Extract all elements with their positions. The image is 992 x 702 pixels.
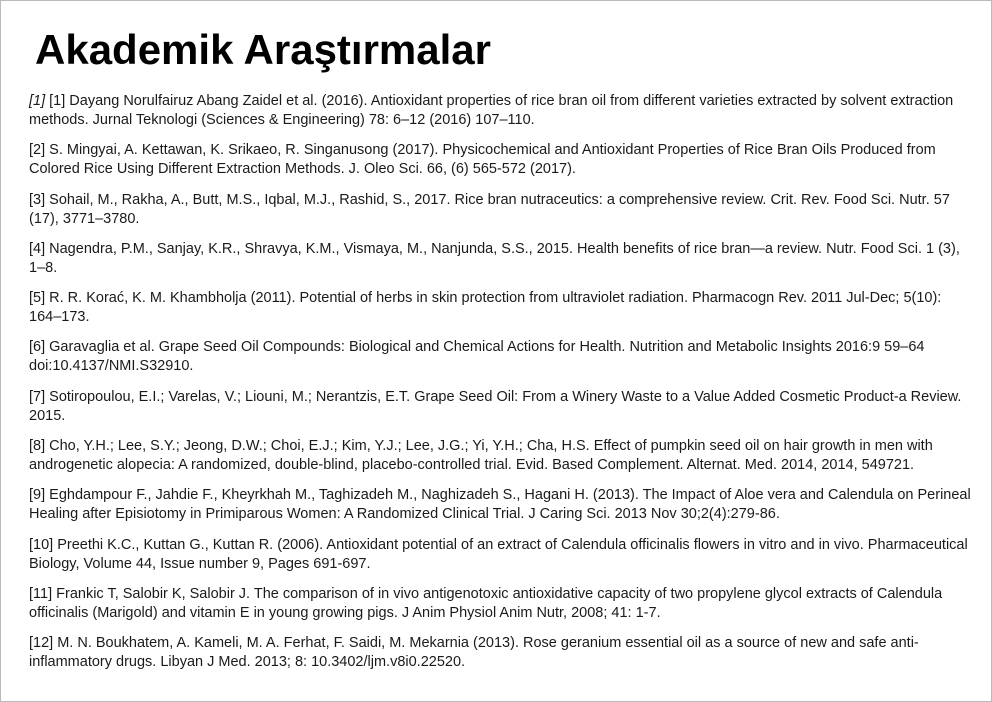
reference-item-5: [29, 289, 974, 327]
reference-item-2: [29, 141, 974, 179]
reference-text: [6] Garavaglia et al. Grape Seed Oil Compounds: Biological and Chemical Actions for Health. Nutrition and Metabolic Insights 2016:9 59–64 doi:10.4137/NMI.S32910.: [29, 339, 925, 375]
reference-item-7: [29, 388, 974, 426]
reference-item-9: [29, 486, 974, 524]
reference-item-10: [29, 536, 974, 574]
reference-item-1: [29, 92, 974, 130]
reference-item-12: [29, 634, 974, 672]
reference-item-8: [29, 437, 974, 475]
reference-text: [11] Frankic T, Salobir K, Salobir J. The comparison of in vivo antigenotoxic antioxidative capacity of two propylene glycol extracts of Calendula officinalis (Marigold) and vitamin E in young growing pigs. J Anim Physiol Anim Nutr, 2008; 41: 1-7.: [29, 585, 943, 621]
reference-text: [1] Dayang Norulfairuz Abang Zaidel et al. (2016). Antioxidant properties of rice bran oil from different varieties extracted by solvent extraction methods. Jurnal Teknologi (Sciences & Engineering) 78: 6–12 (2016) 107–110.: [29, 93, 954, 128]
reference-text: [5] R. R. Korać, K. M. Khambholja (2011). Potential of herbs in skin protection from ultraviolet radiation. Pharmacogn Rev. 2011 Jul-Dec; 5(10): 164–173.: [29, 290, 942, 326]
reference-item-3: [29, 191, 974, 229]
reference-text: [4] Nagendra, P.M., Sanjay, K.R., Shravya, K.M., Vismaya, M., Nanjunda, S.S., 2015. Health benefits of rice bran—a review. Nutr. Food Sci. 1 (3), 1–8.: [29, 240, 960, 276]
reference-item-6: [29, 338, 974, 376]
reference-item-11: [29, 585, 974, 623]
page-title: Akademik Araştırmalar: [35, 26, 492, 73]
reference-text: [9] Eghdampour F., Jahdie F., Kheyrkhah M., Taghizadeh M., Naghizadeh S., Hagani H. (2013). The Impact of Aloe vera and Calendula on Perineal Healing after Episiotomy in Primiparous Women: A Randomized Clinical Trial. J Caring Sci. 2013 Nov 30;2(4):279-86.: [29, 487, 971, 523]
reference-text: [7] Sotiropoulou, E.I.; Varelas, V.; Liouni, M.; Nerantzis, E.T. Grape Seed Oil: From a Winery Waste to a Value Added Cosmetic Product-a Review. 2015.: [29, 388, 962, 424]
reference-text: [12] M. N. Boukhatem, A. Kameli, M. A. Ferhat, F. Saidi, M. Mekarnia (2013). Rose geranium essential oil as a source of new and safe anti-inflammatory drugs. Libyan J Med. 2013; 8: 10.3402/ljm.v8i0.22520.: [29, 635, 919, 671]
reference-text: [3] Sohail, M., Rakha, A., Butt, M.S., Iqbal, M.J., Rashid, S., 2017. Rice bran nutraceutics: a comprehensive review. Crit. Rev. Food Sci. Nutr. 57 (17), 3771–3780.: [29, 191, 950, 227]
reference-text: [8] Cho, Y.H.; Lee, S.Y.; Jeong, D.W.; Choi, E.J.; Kim, Y.J.; Lee, J.G.; Yi, Y.H.; Cha, H.S. Effect of pumpkin seed oil on hair growth in men with androgenetic alopecia: A randomized, double-blind, placebo-controlled trial. Evid. Based Complement. Alternat. Med. 2014, 2014, 549721.: [29, 438, 933, 474]
footnote-marker[interactable]: [1]: [29, 93, 46, 109]
reference-text: [10] Preethi K.C., Kuttan G., Kuttan R. (2006). Antioxidant potential of an extract of Calendula officinalis flowers in vitro and in vivo. Pharmaceutical Biology, Volume 44, Issue number 9, Pages 691-697.: [29, 536, 968, 572]
reference-list: [29, 92, 974, 684]
reference-item-4: [29, 240, 974, 278]
reference-text: [2] S. Mingyai, A. Kettawan, K. Srikaeo, R. Singanusong (2017). Physicochemical and Antioxidant Properties of Rice Bran Oils Produced from Colored Rice Using Different Extraction Methods. J. Oleo Sci. 66, (6) 565-572 (2017).: [29, 142, 936, 178]
